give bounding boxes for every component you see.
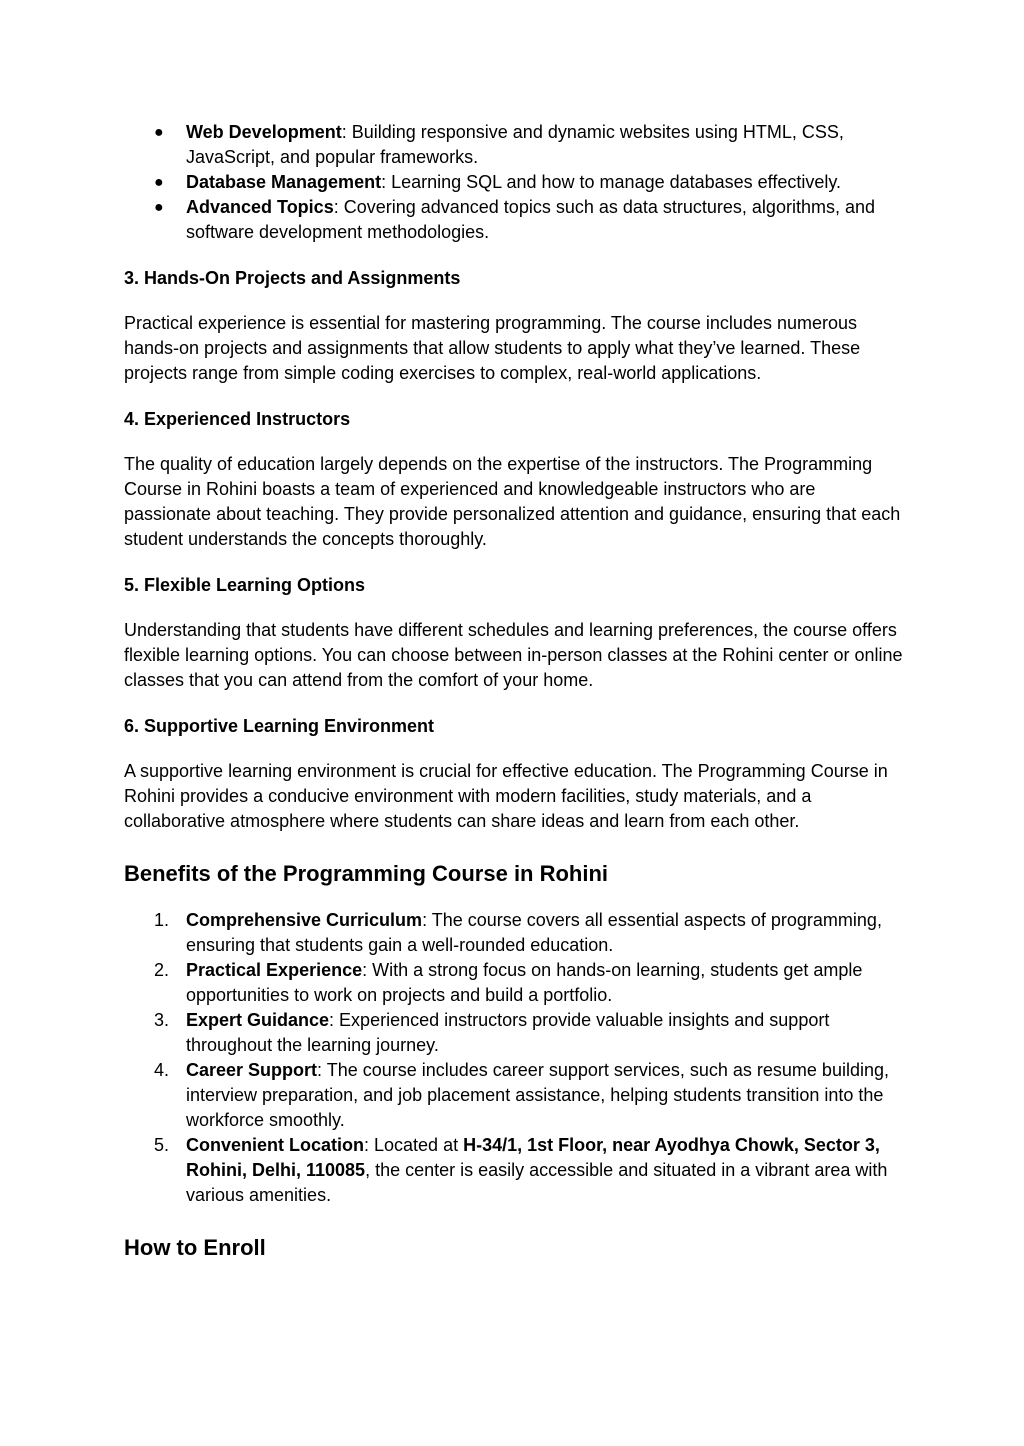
- list-item: [124, 170, 904, 195]
- bullet-icon: ●: [154, 174, 164, 191]
- item-text: : Building responsive and dynamic websites using HTML, CSS, JavaScript, and popular frameworks.: [186, 122, 844, 167]
- item-text: : Covering advanced topics such as data structures, algorithms, and software development methodologies.: [186, 197, 875, 242]
- section-body: A supportive learning environment is crucial for effective education. The Programming Course in Rohini provides a conducive environment with modern facilities, study materials, and a collaborative atmosphere where students can share ideas and learn from each other.: [124, 761, 888, 831]
- document-content: [124, 120, 904, 1262]
- section-heading: 4. Experienced Instructors: [124, 409, 351, 429]
- item-title: Web Development: [186, 122, 342, 142]
- section-heading: 3. Hands-On Projects and Assignments: [124, 268, 461, 288]
- item-title: Advanced Topics: [186, 197, 334, 217]
- list-item: [124, 1133, 904, 1208]
- address-text: H-34/1, 1st Floor, near Ayodhya Chowk, Sector 3, Rohini, Delhi, 110085: [186, 1135, 880, 1180]
- list-item: [124, 958, 904, 1008]
- item-title: Practical Experience: [186, 960, 363, 980]
- item-title: Convenient Location: [186, 1135, 365, 1155]
- enroll-heading: How to Enroll: [124, 1235, 266, 1260]
- list-number: 3.: [154, 1010, 170, 1030]
- section-heading: 5. Flexible Learning Options: [124, 575, 366, 595]
- item-title: Comprehensive Curriculum: [186, 910, 423, 930]
- benefits-heading: Benefits of the Programming Course in Rohini: [124, 861, 609, 886]
- bullet-icon: ●: [154, 124, 164, 141]
- section-body: The quality of education largely depends on the expertise of the instructors. The Programming Course in Rohini boasts a team of experienced and knowledgeable instructors who are passionate about teaching. They provide personalized attention and guidance, ensuring that each student understands the concepts thoroughly.: [124, 454, 901, 549]
- list-number: 5.: [154, 1135, 170, 1155]
- item-text: , the center is easily accessible and situated in a vibrant area with various amenities.: [186, 1160, 888, 1205]
- item-text: : With a strong focus on hands-on learning, students get ample opportunities to work on projects and build a portfolio.: [186, 960, 863, 1005]
- list-number: 4.: [154, 1060, 170, 1080]
- item-title: Career Support: [186, 1060, 318, 1080]
- list-item: [124, 120, 904, 170]
- feature-bullet-list: [124, 120, 904, 245]
- section-body: Practical experience is essential for mastering programming. The course includes numerous hands-on projects and assignments that allow students to apply what they’ve learned. These projects range from simple coding exercises to complex, real-world applications.: [124, 313, 861, 383]
- item-text: : Experienced instructors provide valuable insights and support throughout the learning journey.: [186, 1010, 830, 1055]
- list-item: [124, 908, 904, 958]
- item-title: Database Management: [186, 172, 382, 192]
- list-item: [124, 1058, 904, 1133]
- section-heading: 6. Supportive Learning Environment: [124, 716, 435, 736]
- section-body: Understanding that students have different schedules and learning preferences, the course offers flexible learning options. You can choose between in-person classes at the Rohini center or online classes that you can attend from the comfort of your home.: [124, 620, 903, 690]
- item-text: : Located at: [364, 1135, 464, 1155]
- list-item: [124, 195, 904, 245]
- item-text: : The course includes career support services, such as resume building, interview preparation, and job placement assistance, helping students transition into the workforce smoothly.: [186, 1060, 889, 1130]
- list-item: [124, 1008, 904, 1058]
- item-text: : Learning SQL and how to manage databases effectively.: [381, 172, 842, 192]
- list-number: 2.: [154, 960, 170, 980]
- item-title: Expert Guidance: [186, 1010, 330, 1030]
- bullet-icon: ●: [154, 199, 164, 216]
- list-number: 1.: [154, 910, 170, 930]
- benefits-list: [124, 908, 904, 1208]
- item-text: : The course covers all essential aspects of programming, ensuring that students gain a well-rounded education.: [186, 910, 882, 955]
